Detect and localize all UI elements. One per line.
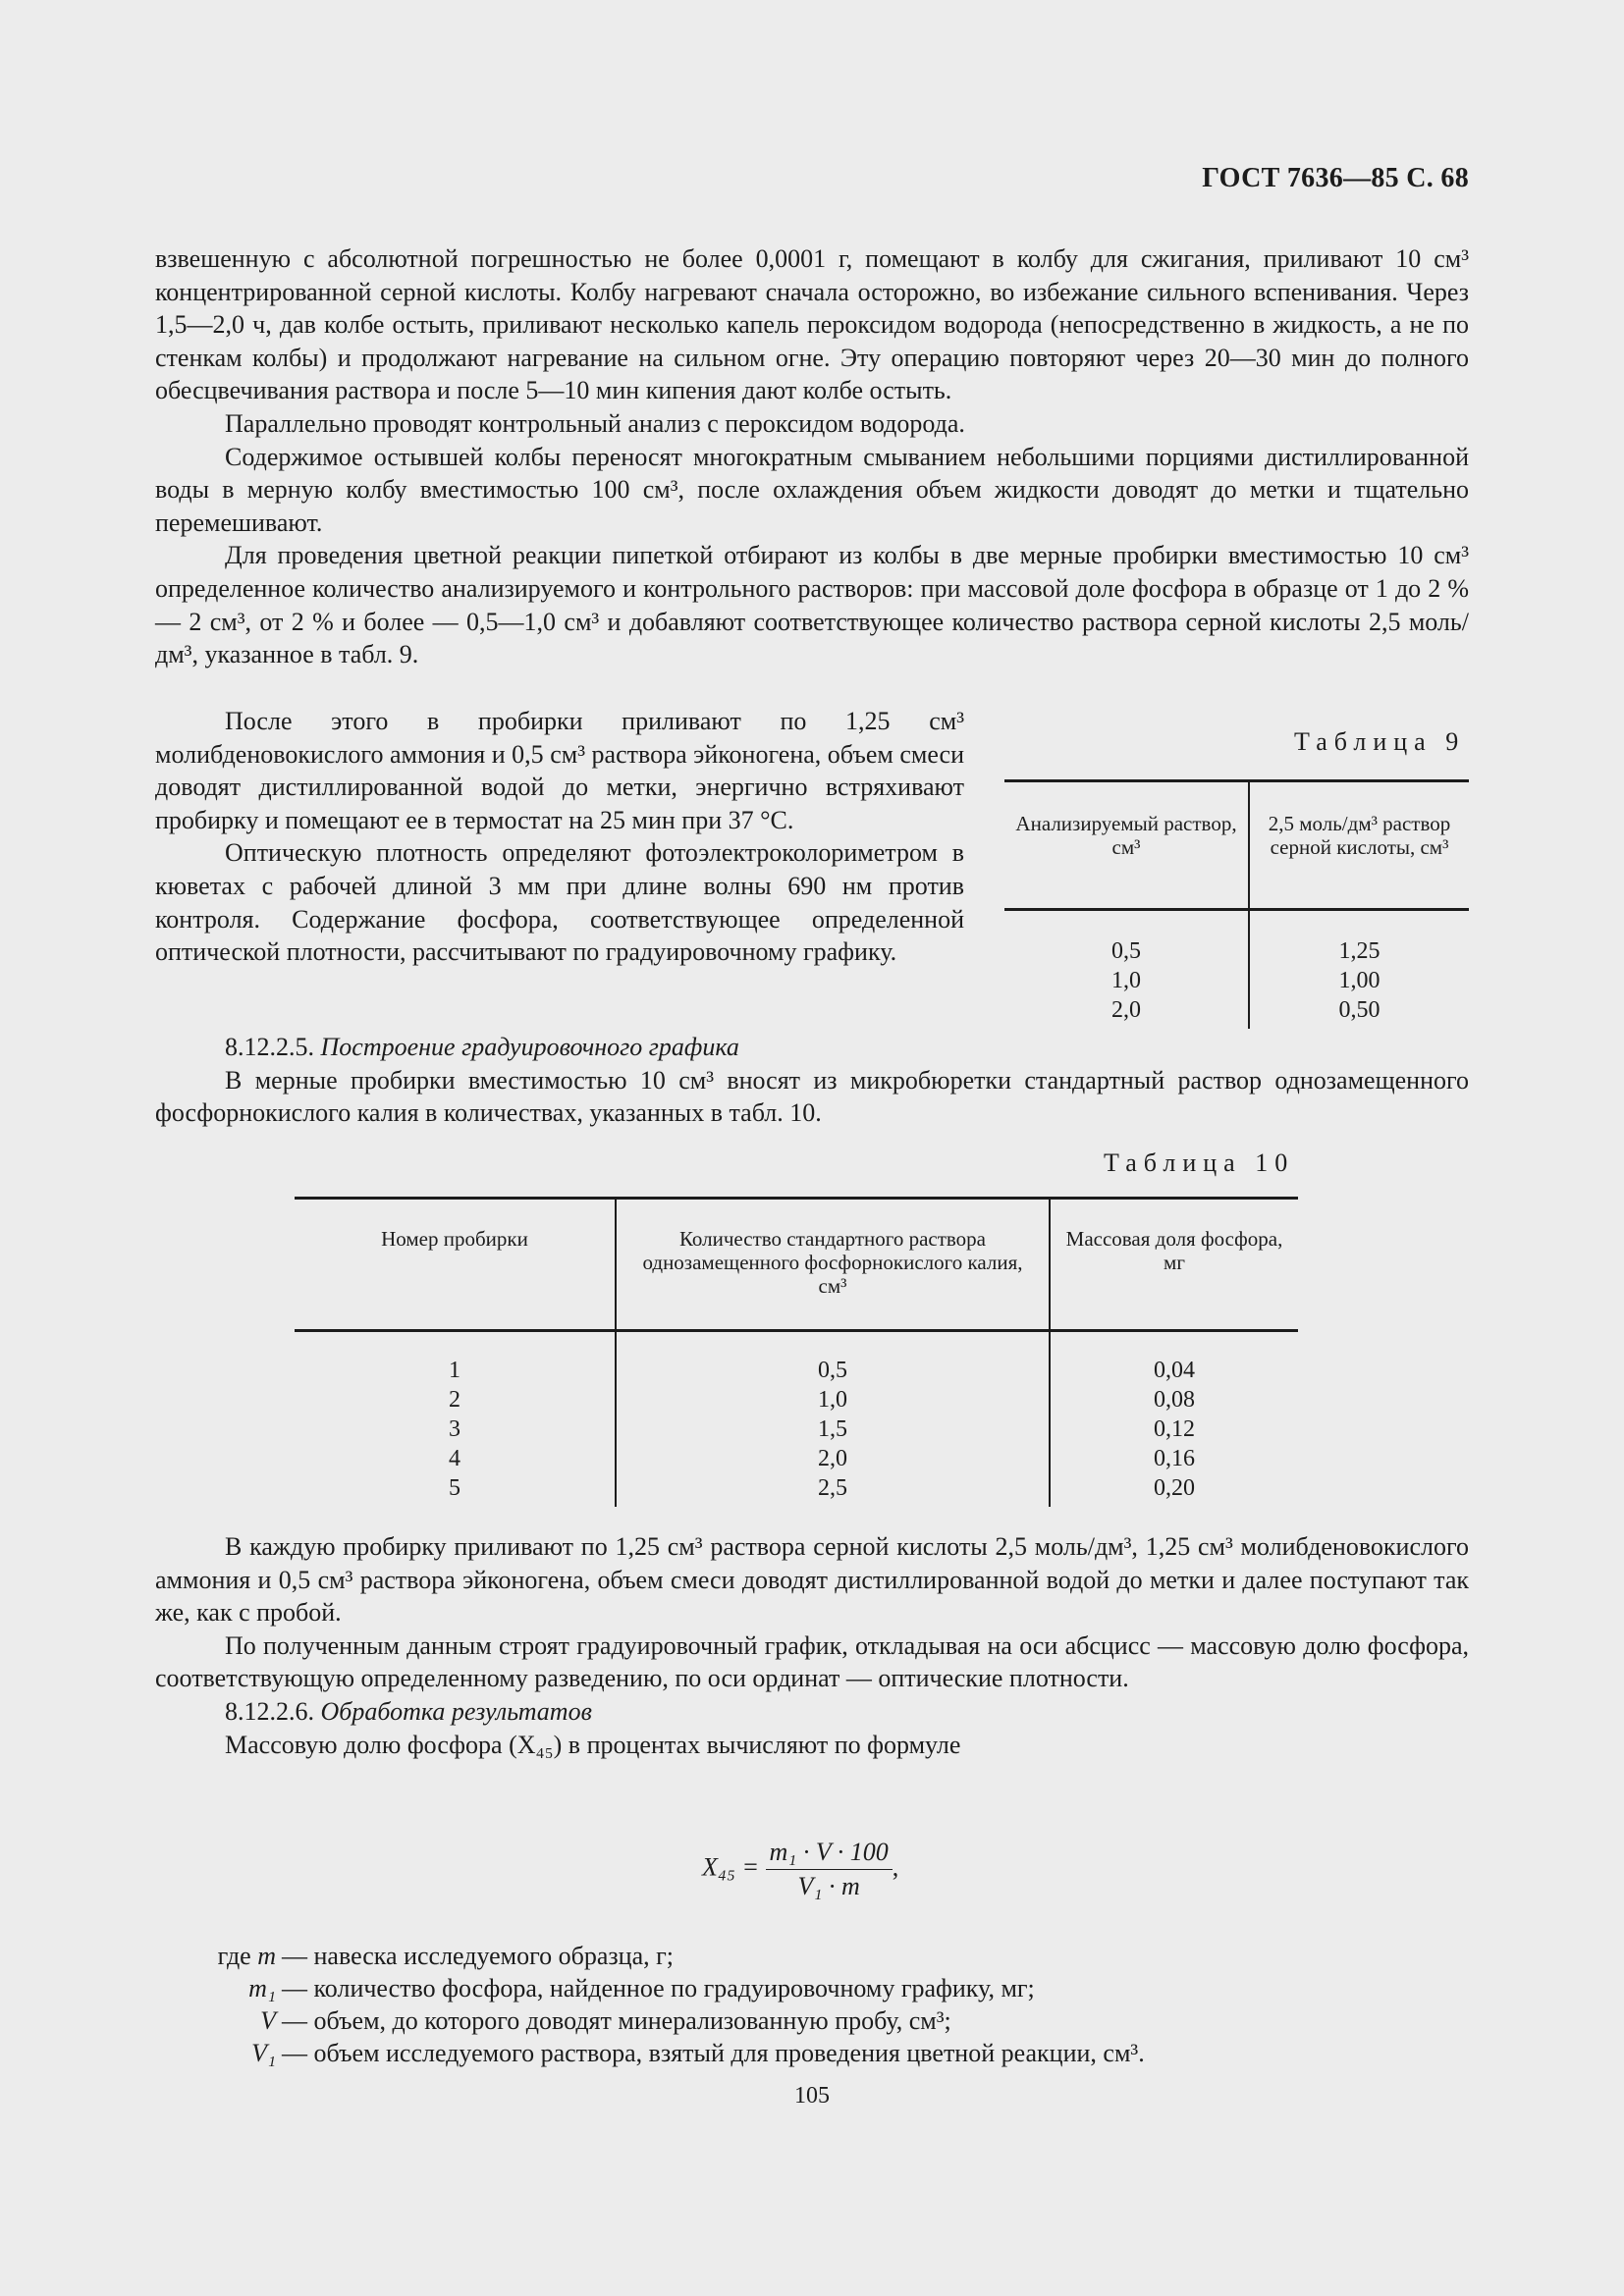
definition-row [155, 2004, 1145, 2037]
table10-cell [1050, 1331, 1298, 1508]
table9-cell [1249, 910, 1469, 1030]
table9-header: 2,5 моль/дм³ раствор серной кислоты, см³ [1268, 812, 1451, 859]
paragraph: Массовую долю фосфора (X₄₅) в процентах вычисляют по формуле [225, 1730, 961, 1759]
page-header: ГОСТ 7636—85 С. 68 [1202, 163, 1469, 193]
formula-comma: , [892, 1852, 899, 1882]
table9-value: 0,5 [1111, 938, 1141, 964]
table10-value: 0,20 [1154, 1475, 1195, 1501]
table9-value: 1,25 [1338, 938, 1380, 964]
paragraph: По полученным данным строят градуировочный график, откладывая на оси абсцисс — массовую долю фосфора, соответствующую определенному разведению, по оси ординат — оптические плотности. [155, 1630, 1469, 1693]
table10-value: 0,08 [1154, 1387, 1195, 1413]
section-heading [155, 1031, 1469, 1064]
table10-value: 3 [449, 1416, 460, 1442]
table10-value: 5 [449, 1475, 460, 1501]
formula-lhs: X₄₅ = [702, 1852, 760, 1882]
table10-value: 0,5 [818, 1358, 847, 1383]
table9-value: 1,0 [1111, 968, 1141, 993]
paragraph: В каждую пробирку приливают по 1,25 см³ раствора серной кислоты 2,5 моль/дм³, 1,25 см³ молибденовокислого аммония и 0,5 см³ раствора эйконогена, объем смеси доводят дистиллированной водой до метки и далее поступают так же, как с пробой. [155, 1532, 1469, 1628]
paragraph: В мерные пробирки вместимостью 10 см³ вносят из микробюретки стандартный раствор однозамещенного фосфорнокислого калия в количествах, указанных в табл. 10. [155, 1065, 1469, 1128]
formula-denominator: V₁ · m [797, 1872, 860, 1900]
definition-var: V₁ [251, 2039, 276, 2067]
definition-text: — навеска исследуемого образца, г; [282, 1942, 675, 1970]
definition-symbol [155, 1972, 282, 2004]
formula [702, 1838, 898, 1901]
text-column-left [155, 705, 964, 969]
paragraph: взвешенную с абсолютной погрешностью не более 0,0001 г, помещают в колбу для сжигания, приливают 10 см³ концентрированной серной кислоты. Колбу нагревают сначала осторожно, во избежание сильного вспенивания. Через 1,5—2,0 ч, дав колбе остыть, приливают несколько капель пероксидом водорода (непосредственно в жидкость, а не по стенкам колбы) и продолжают нагревание на сильном огне. Эту операцию повторяют через 20—30 мин до полного обесцвечивания раствора и после 5—10 мин кипения дают колбе остыть. [155, 244, 1469, 405]
table9-caption: Таблица 9 [1294, 727, 1466, 756]
table10-value: 2,0 [818, 1446, 847, 1471]
table10-value: 1 [449, 1358, 460, 1383]
table9-value: 0,50 [1338, 997, 1380, 1023]
definition-lead: где [217, 1942, 251, 1970]
section-number: 8.12.2.5. [225, 1033, 314, 1061]
paragraph: Оптическую плотность определяют фотоэлектроколориметром в кюветах с рабочей длиной 3 мм при длине волны 690 нм против контроля. Содержание фосфора, соответствующее определенной оптической плотности, рассчитывают по градуировочному графику. [155, 838, 964, 967]
table9-value: 2,0 [1111, 997, 1141, 1023]
table9-header: Анализируемый раствор, см³ [1004, 781, 1249, 910]
table10-cell [295, 1331, 616, 1508]
text-block-top [155, 242, 1469, 671]
table10-header: Массовая доля фосфора, мг [1065, 1227, 1283, 1274]
variable-definitions [155, 1940, 1145, 2069]
table10-value: 2 [449, 1387, 460, 1413]
definition-var: m₁ [248, 1974, 276, 2002]
definition-text: — количество фосфора, найденное по градуировочному графику, мг; [282, 1974, 1035, 2002]
section-title: Построение градуировочного графика [320, 1033, 739, 1061]
text-block-bottom [155, 1530, 1469, 1761]
definition-symbol [155, 2037, 282, 2069]
section-heading [155, 1695, 1469, 1729]
table10-header: Количество стандартного раствора однозамещенного фосфорнокислого калия, см³ [616, 1199, 1050, 1331]
paragraph: Для проведения цветной реакции пипеткой отбирают из колбы в две мерные пробирки вместимостью 10 см³ определенное количество анализируемого и контрольного растворов: при массовой доле фосфора в образце от 1 до 2 % — 2 см³, от 2 % и более — 0,5—1,0 см³ и добавляют соответствующее количество раствора серной кислоты 2,5 моль/дм³, указанное в табл. 9. [155, 541, 1469, 669]
text-block-middle [155, 1031, 1469, 1130]
paragraph: Параллельно проводят контрольный анализ с пероксидом водорода. [225, 408, 965, 438]
formula-numerator: m₁ · V · 100 [766, 1838, 893, 1870]
paragraph: Содержимое остывшей колбы переносят многократным смыванием небольшими порциями дистиллированной воды в мерную колбу вместимостью 100 см³, после охлаждения объем жидкости доводят до метки и тщательно перемешивают. [155, 442, 1469, 537]
paragraph: После этого в пробирки приливают по 1,25 см³ молибденовокислого аммония и 0,5 см³ раствора эйконогена, объем смеси доводят дистиллированной водой до метки, энергично встряхивают пробирку и помещают ее в термостат на 25 мин при 37 °С. [155, 707, 964, 834]
formula-fraction [766, 1838, 893, 1901]
definition-symbol [155, 2004, 282, 2037]
definition-var: V [260, 2006, 276, 2035]
section-title: Обработка результатов [320, 1696, 592, 1726]
table10-value: 4 [449, 1446, 460, 1471]
table10-value: 1,5 [818, 1416, 847, 1442]
definition-row [155, 2037, 1145, 2069]
table10-value: 1,0 [818, 1387, 847, 1413]
table10-value: 0,04 [1154, 1358, 1195, 1383]
definition-row [155, 1972, 1145, 2004]
table9-cell [1004, 910, 1249, 1030]
table10-header: Номер пробирки [295, 1199, 616, 1331]
table9-value: 1,00 [1338, 968, 1380, 993]
definition-row [155, 1940, 1145, 1972]
table10-value: 0,16 [1154, 1446, 1195, 1471]
definition-var: m [257, 1942, 276, 1970]
definition-text: — объем, до которого доводят минерализованную пробу, см³; [282, 2006, 951, 2035]
table10-caption: Таблица 10 [1104, 1148, 1295, 1177]
table9 [1004, 779, 1469, 1029]
table10-value: 2,5 [818, 1475, 847, 1501]
definition-symbol [155, 1940, 282, 1972]
table10 [295, 1197, 1298, 1507]
table10-value: 0,12 [1154, 1416, 1195, 1442]
page-number: 105 [794, 2083, 830, 2109]
definition-text: — объем исследуемого раствора, взятый для проведения цветной реакции, см³. [282, 2039, 1145, 2067]
section-number: 8.12.2.6. [225, 1696, 314, 1726]
table10-cell [616, 1331, 1050, 1508]
